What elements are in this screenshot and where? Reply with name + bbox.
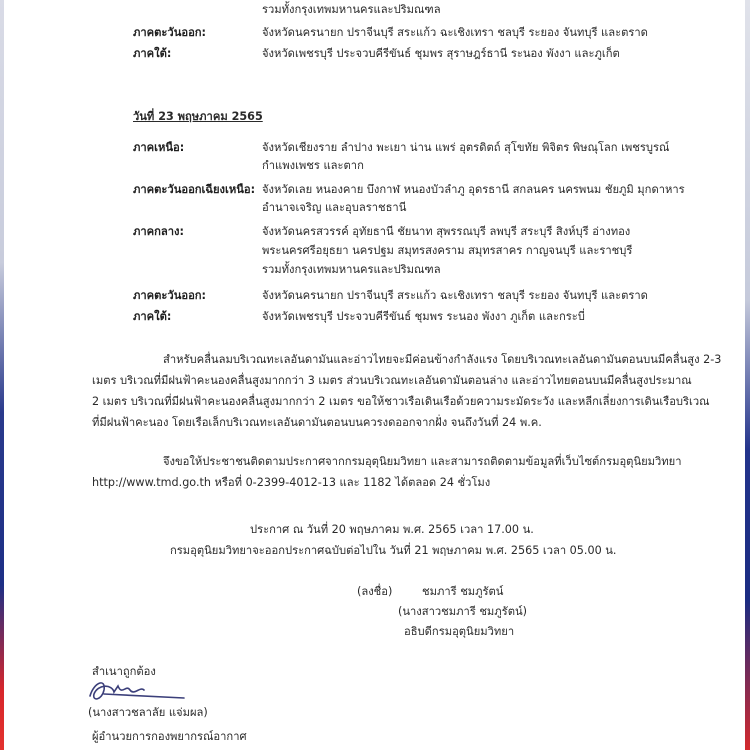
signer-full-name: (นางสาวชมภารี ชมภูรัตน์)	[398, 605, 527, 618]
north-region-text-line1: จังหวัดเชียงราย ลำปาง พะเยา น่าน แพร่ อุตรดิตถ์ สุโขทัย พิจิตร พิษณุโลก เพชรบูรณ์	[262, 141, 670, 154]
south-region-text: จังหวัดเพชรบุรี ประจวบคีรีขันธ์ ชุมพร สุราษฎร์ธานี ระนอง พังงา และภูเก็ต	[262, 47, 620, 60]
next-announcement: กรมอุตุนิยมวิทยาจะออกประกาศฉบับต่อไปใน วันที่ 21 พฤษภาคม พ.ศ. 2565 เวลา 05.00 น.	[170, 544, 617, 557]
south-region-label: ภาคใต้:	[133, 47, 172, 60]
central-region-text-line3: รวมทั้งกรุงเทพมหานครและปริมณฑล	[262, 263, 441, 276]
certifier-name: (นางสาวชลาลัย แจ่มผล)	[88, 706, 208, 719]
handwritten-signature-icon	[84, 674, 194, 706]
central-region-label: ภาคกลาง:	[133, 225, 184, 238]
wave-paragraph-line2: เมตร บริเวณที่มีฝนฟ้าคะนองคลื่นสูงมากกว่า 3 เมตร ส่วนบริเวณทะเลอันดามันตอนล่าง และอ่าวไทยตอนบนมีคลื่นสูงประมาณ	[92, 374, 692, 387]
east-region-text: จังหวัดนครนายก ปราจีนบุรี สระแก้ว ฉะเชิงเทรา ชลบุรี ระยอง จันทบุรี และตราด	[262, 26, 648, 39]
announcement-date: ประกาศ ณ วันที่ 20 พฤษภาคม พ.ศ. 2565 เวลา 17.00 น.	[250, 523, 534, 536]
signed-prefix: (ลงชื่อ)	[357, 585, 393, 598]
north-region-label: ภาคเหนือ:	[133, 141, 185, 154]
central-region-text-line1: จังหวัดนครสวรรค์ อุทัยธานี ชัยนาท สุพรรณบุรี ลพบุรี สระบุรี สิงห์บุรี อ่างทอง	[262, 225, 631, 238]
wave-paragraph-line4: ที่มีฝนฟ้าคะนอง โดยเรือเล็กบริเวณทะเลอันดามันตอนบนควรงดออกจากฝั่ง จนถึงวันที่ 24 พ.ค.	[92, 416, 542, 429]
day-south-region-text: จังหวัดเพชรบุรี ประจวบคีรีขันธ์ ชุมพร ระนอง พังงา ภูเก็ต และกระบี่	[262, 310, 585, 323]
certifier-position: ผู้อำนวยการกองพยากรณ์อากาศ	[92, 730, 247, 743]
northeast-region-text-line2: อำนาจเจริญ และอุบลราชธานี	[262, 201, 407, 214]
follow-paragraph-line1: จึงขอให้ประชาชนติดตามประกาศจากกรมอุตุนิยมวิทยา และสามารถติดตามข้อมูลที่เว็บไซต์กรมอุตุนิยมวิทยา	[163, 455, 682, 468]
wave-paragraph-line1: สำหรับคลื่นลมบริเวณทะเลอันดามันและอ่าวไทยจะมีค่อนข้างกำลังแรง โดยบริเวณทะเลอันดามันตอนบนมีคลื่นสูง 2-3	[163, 353, 722, 366]
signer-position: อธิบดีกรมอุตุนิยมวิทยา	[404, 625, 515, 638]
east-region-label: ภาคตะวันออก:	[133, 26, 207, 39]
wave-paragraph-line3: 2 เมตร บริเวณที่มีฝนฟ้าคะนองคลื่นสูงมากกว่า 2 เมตร ขอให้ชาวเรือเดินเรือด้วยความระมัดระวัง และหลีกเลี่ยงการเดินเรือบริเวณ	[92, 395, 710, 408]
day-south-region-label: ภาคใต้:	[133, 310, 172, 323]
northeast-region-text-line1: จังหวัดเลย หนองคาย บึงกาฬ หนองบัวลำภู อุดรธานี สกลนคร นครพนม ชัยภูมิ มุกดาหาร	[262, 183, 685, 196]
central-continuation-text: รวมทั้งกรุงเทพมหานครและปริมณฑล	[262, 3, 441, 16]
follow-paragraph-line2: http://www.tmd.go.th หรือที่ 0-2399-4012-13 และ 1182 ได้ตลอด 24 ชั่วโมง	[92, 476, 491, 489]
day-east-region-label: ภาคตะวันออก:	[133, 289, 207, 302]
certified-copy-heading: สำเนาถูกต้อง	[92, 665, 156, 678]
northeast-region-label: ภาคตะวันออกเฉียงเหนือ:	[133, 183, 256, 196]
signed-name: ชมภารี ชมภูรัตน์	[422, 585, 504, 598]
central-region-text-line2: พระนครศรีอยุธยา นครปฐม สมุทรสงคราม สมุทรสาคร กาญจนบุรี และราชบุรี	[262, 244, 633, 257]
north-region-text-line2: กำแพงเพชร และตาก	[262, 159, 364, 172]
date-heading: วันที่ 23 พฤษภาคม 2565	[133, 110, 263, 123]
day-east-region-text: จังหวัดนครนายก ปราจีนบุรี สระแก้ว ฉะเชิงเทรา ชลบุรี ระยอง จันทบุรี และตราด	[262, 289, 648, 302]
